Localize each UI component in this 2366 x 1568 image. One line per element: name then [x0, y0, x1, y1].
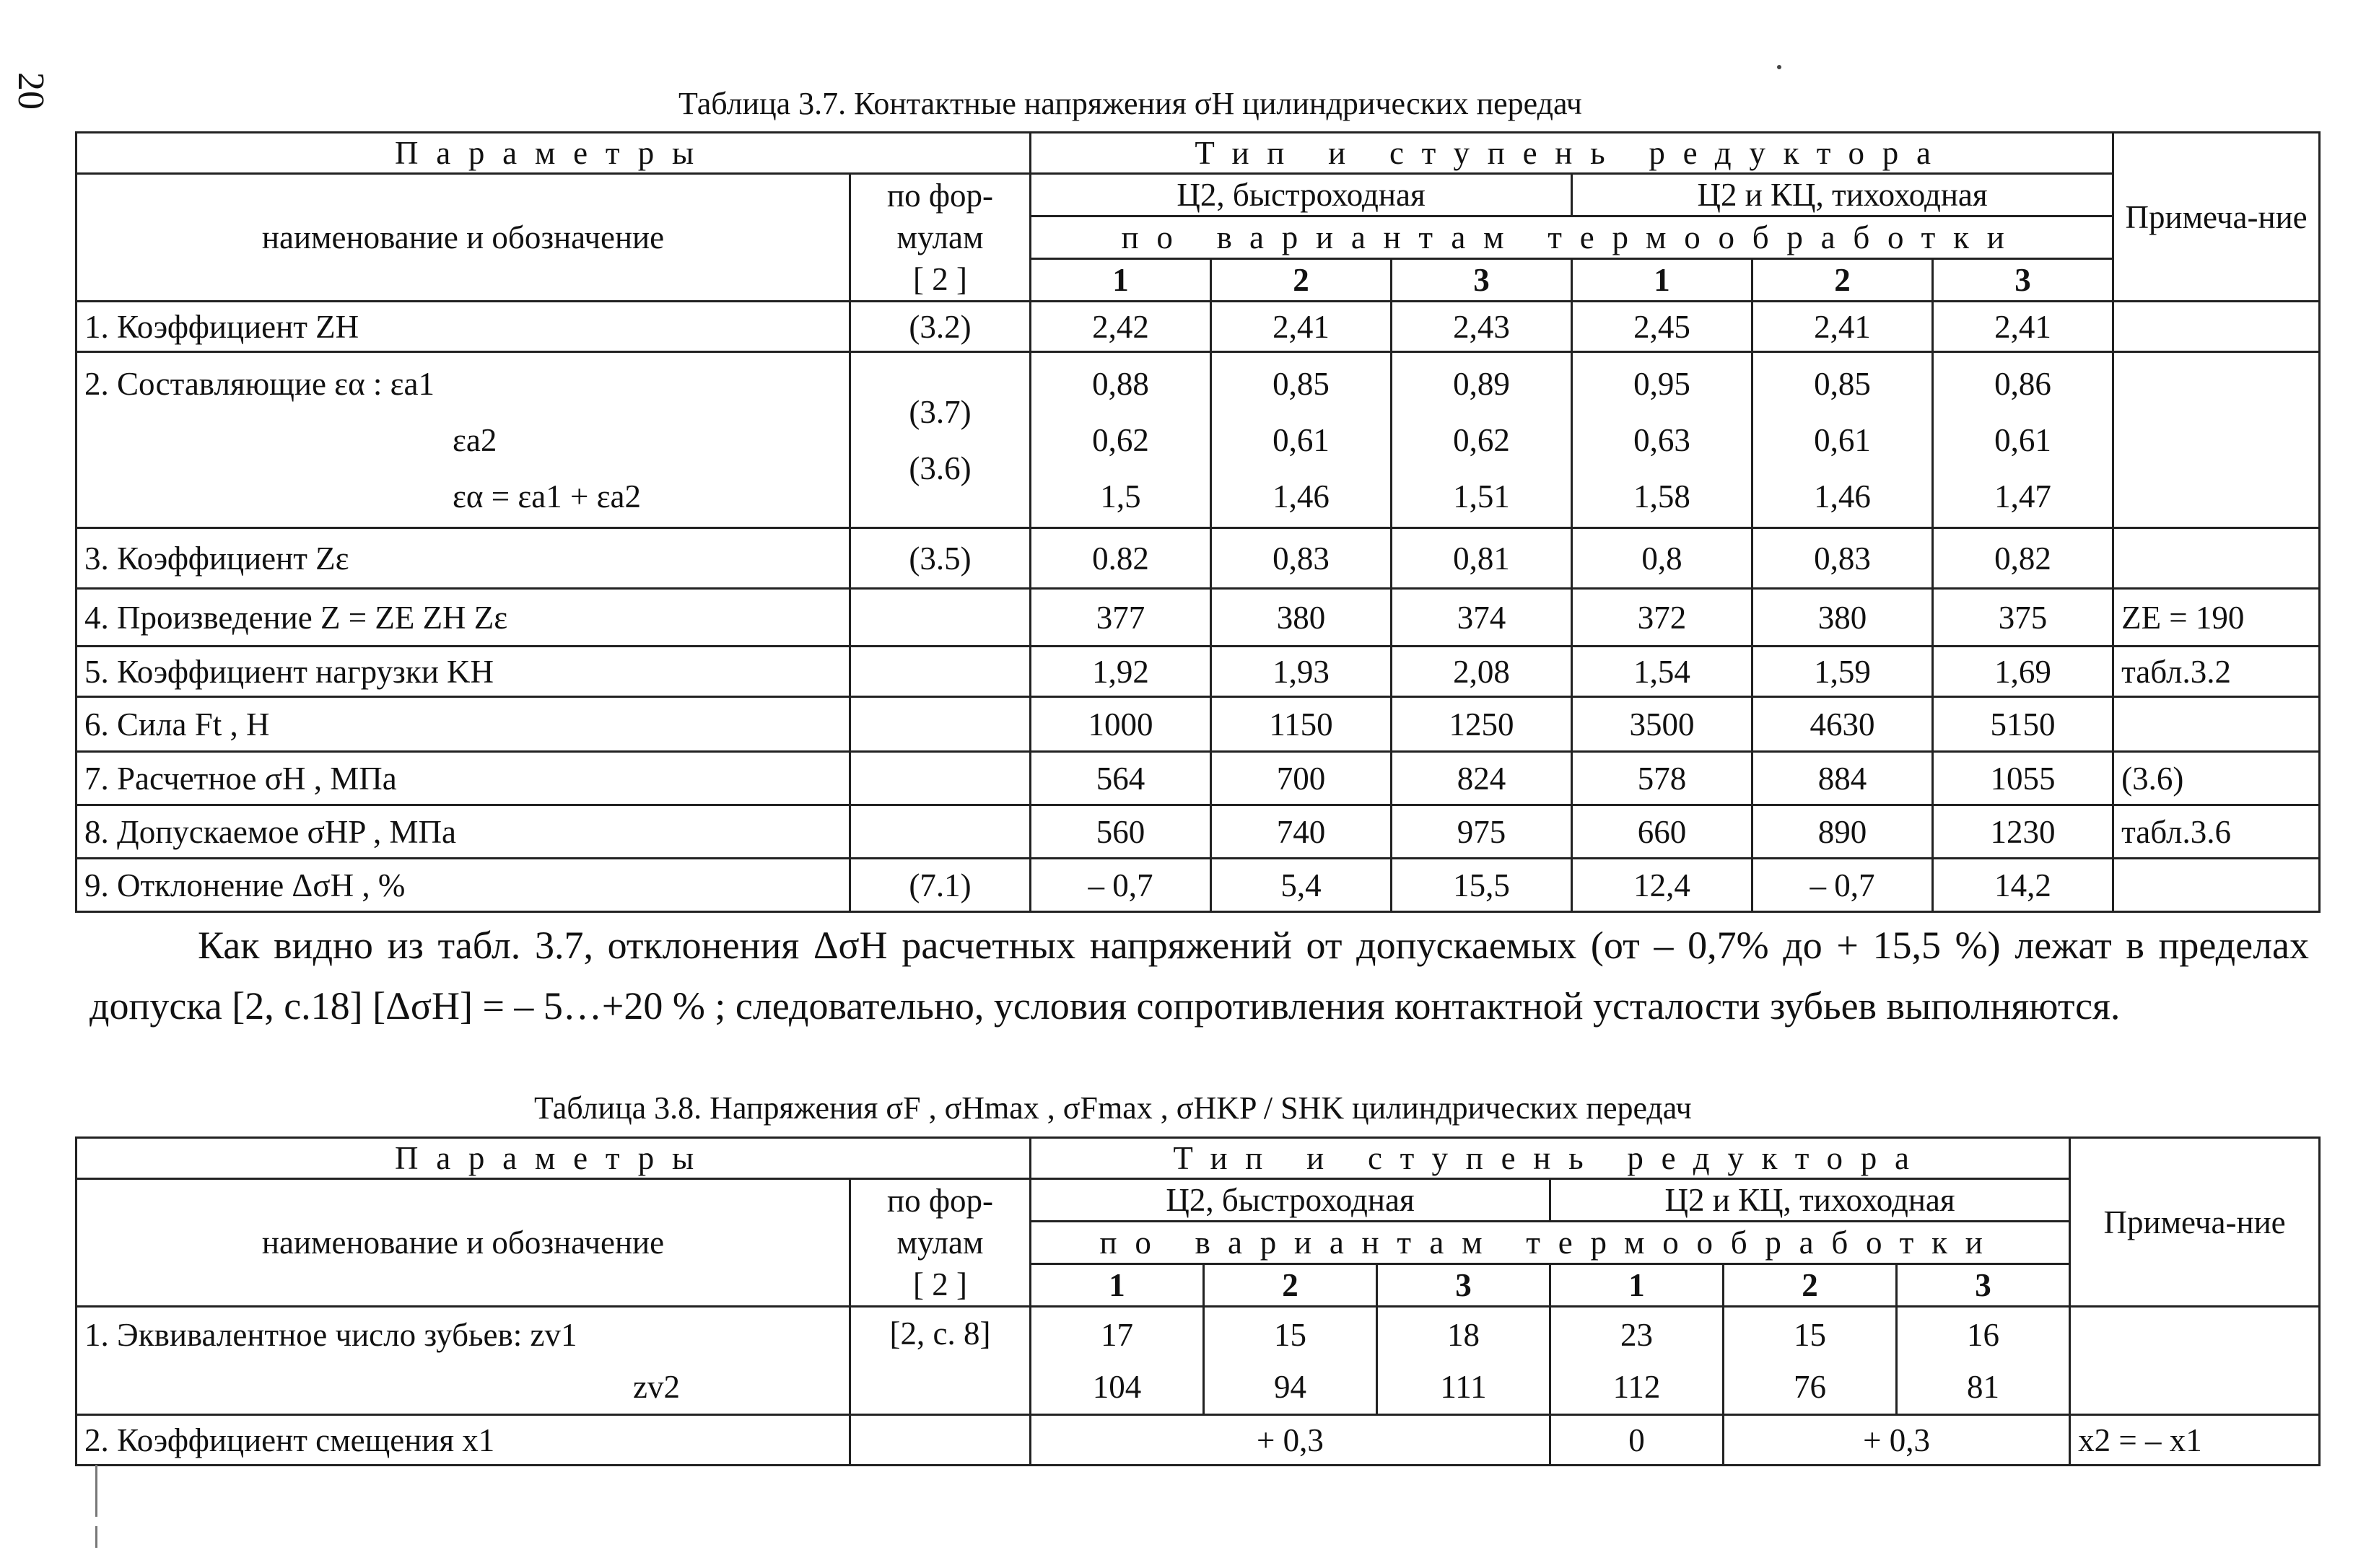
cell: 975	[1392, 805, 1572, 859]
variant-number: 3	[1897, 1263, 2070, 1306]
bending-stress-table	[75, 1136, 2321, 1466]
cell: 564	[1031, 752, 1211, 805]
table-row	[77, 352, 2320, 528]
formula-header: по фор- мулам [ 2 ]	[850, 1179, 1031, 1307]
cell: 0,86 0,61 1,47	[1933, 352, 2113, 528]
cell: 0,88 0,62 1,5	[1031, 352, 1211, 528]
row-name: 1. Коэффициент ZH	[77, 302, 850, 352]
cell: 1,69	[1933, 647, 2113, 697]
row-name: 1. Эквивалентное число зубьев: zv1 zv2	[77, 1307, 850, 1415]
row-name: 2. Составляющие εα : εa1 εa2 εα = εa1 + εa2	[77, 352, 850, 528]
table-row	[77, 1307, 2320, 1415]
table-row	[77, 805, 2320, 859]
cell: 14,2	[1933, 859, 2113, 912]
variant-number: 1	[1031, 1263, 1204, 1306]
cell: 377	[1031, 589, 1211, 647]
cell: 884	[1752, 752, 1933, 805]
row-formula	[850, 647, 1031, 697]
merged-cell: + 0,3	[1724, 1415, 2070, 1466]
cell: 1,93	[1211, 647, 1392, 697]
cell: 1230	[1933, 805, 2113, 859]
cell: 0,89 0,62 1,51	[1392, 352, 1572, 528]
type-stage-header: Тип и ступень редуктора	[1031, 133, 2113, 174]
table1-caption: Таблица 3.7. Контактные напряжения σH цилиндрических передач	[678, 86, 1582, 121]
cell: 0,83	[1752, 528, 1933, 589]
variant-number: 2	[1752, 258, 1933, 301]
cell: 5,4	[1211, 859, 1392, 912]
row-formula: (3.2)	[850, 302, 1031, 352]
variant-number: 2	[1724, 1263, 1897, 1306]
cell: 2,41	[1211, 302, 1392, 352]
cell: 12,4	[1572, 859, 1752, 912]
cell: 375	[1933, 589, 2113, 647]
note-header: Примеча-ние	[2113, 133, 2320, 302]
page-number: 20	[10, 72, 51, 110]
cell: 824	[1392, 752, 1572, 805]
row-name: 2. Коэффициент смещения x1	[77, 1415, 850, 1466]
scan-mark	[95, 1526, 97, 1548]
row-note: табл.3.6	[2113, 805, 2320, 859]
table-row	[77, 528, 2320, 589]
table-row	[77, 1415, 2320, 1466]
variants-header: по вариантам термообработки	[1031, 1222, 2070, 1263]
cell: 2,43	[1392, 302, 1572, 352]
table2-caption: Таблица 3.8. Напряжения σF , σHmax , σFmax , σHKP / SHK цилиндрических передач	[534, 1090, 1692, 1126]
cell: 1250	[1392, 697, 1572, 752]
cell: 700	[1211, 752, 1392, 805]
table-row	[77, 859, 2320, 912]
row-name: 8. Допускаемое σHP , МПа	[77, 805, 850, 859]
params-header: Параметры	[77, 133, 1031, 174]
cell: 4630	[1752, 697, 1933, 752]
row-formula	[850, 697, 1031, 752]
cell: 15,5	[1392, 859, 1572, 912]
scan-speck	[1777, 65, 1781, 69]
row-name: 3. Коэффициент Zε	[77, 528, 850, 589]
body-paragraph: Как видно из табл. 3.7, отклонения ΔσH расчетных напряжений от допускаемых (от – 0,7% до + 15,5 %) лежат в пределах допуска [2, с.18] [ΔσH] = – 5…+20 % ; следовательно, условия сопротивления контактной усталости зубьев выполняются.	[90, 924, 2309, 1028]
cell: 380	[1211, 589, 1392, 647]
cell: 2,08	[1392, 647, 1572, 697]
row-formula: (7.1)	[850, 859, 1031, 912]
cell: 0,85 0,61 1,46	[1211, 352, 1392, 528]
cell: 660	[1572, 805, 1752, 859]
cell: 372	[1572, 589, 1752, 647]
row-note: (3.6)	[2113, 752, 2320, 805]
cell: 23 112	[1550, 1307, 1724, 1415]
table-row	[77, 697, 2320, 752]
cell: 2,42	[1031, 302, 1211, 352]
cell: 740	[1211, 805, 1392, 859]
row-name: 9. Отклонение ΔσH , %	[77, 859, 850, 912]
type-stage-header: Тип и ступень редуктора	[1031, 1138, 2070, 1179]
cell: 3500	[1572, 697, 1752, 752]
row-note: ZE = 190	[2113, 589, 2320, 647]
cell: 2,41	[1933, 302, 2113, 352]
cell: 0,95 0,63 1,58	[1572, 352, 1752, 528]
cell: 16 81	[1897, 1307, 2070, 1415]
variant-number: 1	[1572, 258, 1752, 301]
variant-number: 1	[1550, 1263, 1724, 1306]
row-note: табл.3.2	[2113, 647, 2320, 697]
cell: 1,92	[1031, 647, 1211, 697]
cell: 890	[1752, 805, 1933, 859]
row-formula: [2, с. 8]	[850, 1307, 1031, 1415]
cell: 1150	[1211, 697, 1392, 752]
row-note	[2113, 528, 2320, 589]
row-note	[2113, 697, 2320, 752]
cell: 1,54	[1572, 647, 1752, 697]
table-row	[77, 302, 2320, 352]
row-name: 6. Сила Ft , Н	[77, 697, 850, 752]
row-name: 7. Расчетное σH , МПа	[77, 752, 850, 805]
contact-stress-table	[75, 131, 2321, 913]
row-formula	[850, 752, 1031, 805]
table-row	[77, 647, 2320, 697]
row-formula	[850, 589, 1031, 647]
cell: – 0,7	[1752, 859, 1933, 912]
cell: 15 94	[1204, 1307, 1377, 1415]
row-note: x2 = – x1	[2070, 1415, 2320, 1466]
cell: 0,83	[1211, 528, 1392, 589]
cell: 0,82	[1933, 528, 2113, 589]
variants-header: по вариантам термообработки	[1031, 216, 2113, 258]
row-formula	[850, 1415, 1031, 1466]
cell: 0,81	[1392, 528, 1572, 589]
cell: 1055	[1933, 752, 2113, 805]
cell: 2,45	[1572, 302, 1752, 352]
row-note	[2113, 859, 2320, 912]
scan-mark	[95, 1465, 97, 1517]
row-note	[2113, 352, 2320, 528]
row-formula: (3.5)	[850, 528, 1031, 589]
cell: 2,41	[1752, 302, 1933, 352]
variant-number: 2	[1204, 1263, 1377, 1306]
params-header: Параметры	[77, 1138, 1031, 1179]
cell: 578	[1572, 752, 1752, 805]
cell: 17 104	[1031, 1307, 1204, 1415]
table-row	[77, 752, 2320, 805]
merged-cell: + 0,3	[1031, 1415, 1550, 1466]
name-header: наименование и обозначение	[77, 174, 850, 302]
variant-number: 3	[1933, 258, 2113, 301]
slow-stage-header: Ц2 и КЦ, тихоходная	[1550, 1179, 2070, 1222]
cell: 1000	[1031, 697, 1211, 752]
variant-number: 2	[1211, 258, 1392, 301]
cell: 0.82	[1031, 528, 1211, 589]
name-header: наименование и обозначение	[77, 1179, 850, 1307]
cell: 5150	[1933, 697, 2113, 752]
slow-stage-header: Ц2 и КЦ, тихоходная	[1572, 174, 2113, 216]
cell: 15 76	[1724, 1307, 1897, 1415]
row-note	[2113, 302, 2320, 352]
row-name: 5. Коэффициент нагрузки KH	[77, 647, 850, 697]
variant-number: 3	[1392, 258, 1572, 301]
cell: 18 111	[1377, 1307, 1550, 1415]
row-note	[2070, 1307, 2320, 1415]
row-name: 4. Произведение Z = ZE ZH Zε	[77, 589, 850, 647]
cell: 1,59	[1752, 647, 1933, 697]
cell: 0,85 0,61 1,46	[1752, 352, 1933, 528]
fast-stage-header: Ц2, быстроходная	[1031, 174, 1572, 216]
formula-header: по фор- мулам [ 2 ]	[850, 174, 1031, 302]
cell: 0,8	[1572, 528, 1752, 589]
table-row	[77, 589, 2320, 647]
cell: 560	[1031, 805, 1211, 859]
variant-number: 1	[1031, 258, 1211, 301]
cell: 380	[1752, 589, 1933, 647]
cell: – 0,7	[1031, 859, 1211, 912]
variant-number: 3	[1377, 1263, 1550, 1306]
row-formula	[850, 805, 1031, 859]
cell: 0	[1550, 1415, 1724, 1466]
row-formula: (3.7) (3.6)	[850, 352, 1031, 528]
cell: 374	[1392, 589, 1572, 647]
fast-stage-header: Ц2, быстроходная	[1031, 1179, 1550, 1222]
note-header: Примеча-ние	[2070, 1138, 2320, 1307]
